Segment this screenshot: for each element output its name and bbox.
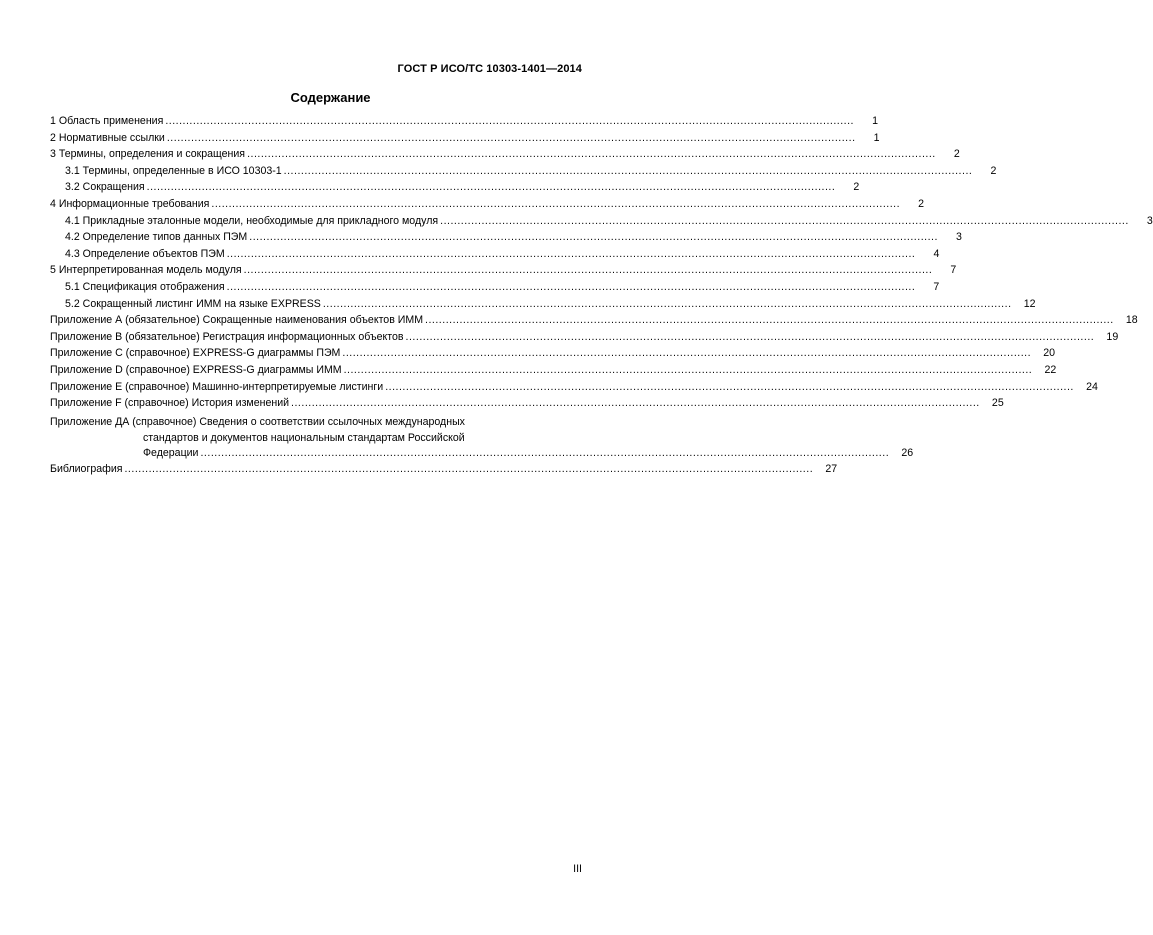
toc-entry-page: 2 bbox=[990, 164, 997, 177]
toc-entry-page: 7 bbox=[950, 264, 957, 277]
toc-entry bbox=[50, 280, 940, 298]
toc-entry bbox=[50, 297, 1036, 315]
toc-leader-dots: ........................................................................................................................................................................................................ bbox=[200, 446, 890, 459]
toc-leader-dots: ........................................................................................................................................................................................................ bbox=[226, 280, 916, 293]
toc-entry bbox=[50, 181, 860, 198]
toc-entry-text: 3.1 Термины, определенные в ИСО 10303-1 bbox=[65, 164, 282, 177]
toc-entry bbox=[50, 347, 1056, 364]
toc-entry-page: 22 bbox=[1044, 363, 1057, 376]
toc-entry-text: 4.2 Определение типов данных ПЭМ bbox=[65, 231, 248, 244]
toc-entry-text: 3 Термины, определения и сокращения bbox=[50, 148, 246, 161]
toc-entry-page: 1 bbox=[872, 115, 878, 127]
toc-entry-page: 27 bbox=[825, 463, 838, 476]
toc-entry bbox=[50, 380, 1098, 398]
toc-leader-dots: ........................................................................................................................................................................................................ bbox=[166, 131, 856, 144]
toc-leader-dots: ........................................................................................................................................................................................................ bbox=[425, 314, 1114, 327]
toc-leader-dots: ........................................................................................................................................................................................................ bbox=[405, 330, 1095, 343]
toc-entry-text: Приложение А (обязательное) Сокращенные наименования объектов ИММ bbox=[50, 314, 424, 327]
toc-entry-page: 18 bbox=[1125, 314, 1138, 327]
toc-leader-dots: ........................................................................................................................................................................................................ bbox=[249, 231, 938, 244]
document-code: ГОСТ Р ИСО/ТС 10303-1401—2014 bbox=[397, 63, 582, 75]
toc-leader-dots: ........................................................................................................................................................................................................ bbox=[385, 380, 1074, 393]
toc-entry bbox=[50, 115, 878, 132]
toc-leader-dots: ........................................................................................................................................................................................................ bbox=[146, 181, 836, 194]
toc-entry bbox=[50, 330, 1119, 348]
toc-entry bbox=[50, 164, 997, 182]
toc-leader-dots: ........................................................................................................................................................................................................ bbox=[226, 247, 916, 260]
toc-entry-text: Приложение С (справочное) EXPRESS-G диаграммы ПЭМ bbox=[50, 347, 341, 360]
toc-entry-text: 5.1 Спецификация отображения bbox=[65, 280, 225, 293]
toc-entry bbox=[50, 131, 880, 149]
toc-entry bbox=[50, 231, 962, 248]
toc-leader-dots: ........................................................................................................................................................................................................ bbox=[283, 164, 973, 177]
page-title: Содержание bbox=[290, 90, 371, 105]
toc-entry bbox=[50, 314, 1138, 331]
toc-entry-appendix-da bbox=[50, 414, 914, 464]
toc-entry-page: 3 bbox=[956, 231, 962, 244]
toc-entry bbox=[50, 397, 1004, 414]
toc-entry-bibliography bbox=[50, 463, 838, 480]
toc-entry-text: 5 Интерпретированная модель модуля bbox=[50, 264, 242, 277]
toc-leader-dots: ........................................................................................................................................................................................................ bbox=[247, 148, 936, 161]
toc-entry bbox=[50, 363, 1057, 381]
toc-entry-page: 1 bbox=[873, 131, 880, 144]
toc-entry-text: Библиография bbox=[50, 463, 123, 476]
toc-entry-page: 2 bbox=[853, 181, 860, 194]
toc-leader-dots: ........................................................................................................................................................................................................ bbox=[322, 297, 1012, 310]
toc-entry-text: Приложение В (обязательное) Регистрация информационных объектов bbox=[50, 330, 404, 343]
toc-entry-page: 24 bbox=[1086, 380, 1098, 393]
toc-leader-dots: ........................................................................................................................................................................................................ bbox=[343, 363, 1033, 376]
toc-leader-dots: ........................................................................................................................................................................................................ bbox=[342, 347, 1032, 360]
toc-entry-line3 bbox=[50, 446, 914, 464]
toc-entry-page: 26 bbox=[901, 446, 914, 459]
table-of-contents bbox=[50, 115, 1153, 480]
toc-leader-dots: ........................................................................................................................................................................................................ bbox=[124, 463, 814, 476]
toc-leader-dots: ........................................................................................................................................................................................................ bbox=[243, 264, 933, 277]
toc-entry bbox=[50, 247, 940, 265]
toc-entry bbox=[50, 214, 1153, 232]
toc-entry-page: 12 bbox=[1023, 297, 1036, 310]
toc-leader-dots: ........................................................................................................................................................................................................ bbox=[211, 197, 901, 210]
toc-entry-text: 3.2 Сокращения bbox=[65, 181, 145, 194]
toc-entry-page: 19 bbox=[1106, 330, 1119, 343]
toc-entry-text: Приложение D (справочное) EXPRESS-G диаграммы ИММ bbox=[50, 363, 342, 376]
toc-entry bbox=[50, 148, 960, 165]
toc-entry-page: 20 bbox=[1043, 347, 1056, 360]
toc-entry-text-line2: стандартов и документов национальным стандартам Российской bbox=[143, 432, 465, 445]
toc-entry-page: 3 bbox=[1146, 214, 1153, 227]
toc-entry-page: 2 bbox=[953, 148, 960, 161]
toc-entry-text: Приложение Е (справочное) Машинно-интерпретируемые листинги bbox=[50, 380, 384, 393]
toc-entry-text-line1: Приложение ДА (справочное) Сведения о соответствии ссылочных международных bbox=[50, 415, 465, 428]
toc-entry-text: Приложение F (справочное) История изменений bbox=[50, 397, 290, 410]
toc-entry-text: 1 Область применения bbox=[50, 115, 164, 127]
toc-entry-page: 2 bbox=[918, 197, 925, 210]
toc-entry-text-line3: Федерации bbox=[143, 446, 199, 459]
toc-list bbox=[50, 115, 1153, 414]
toc-entry-text: 4.3 Определение объектов ПЭМ bbox=[65, 247, 225, 260]
toc-entry-text: 5.2 Сокращенный листинг ИММ на языке EXPRESS bbox=[65, 297, 321, 310]
toc-leader-dots: ........................................................................................................................................................................................................ bbox=[291, 397, 980, 410]
toc-leader-dots: ........................................................................................................................................................................................................ bbox=[440, 214, 1129, 227]
toc-entry-text: 2 Нормативные ссылки bbox=[50, 131, 165, 144]
toc-entry bbox=[50, 197, 925, 215]
toc-entry-page: 4 bbox=[933, 247, 940, 260]
toc-leader-dots: ........................................................................................................................................................................................................ bbox=[165, 115, 854, 127]
page-number: III bbox=[573, 863, 582, 875]
toc-entry-page: 25 bbox=[991, 397, 1004, 410]
toc-entry bbox=[50, 264, 957, 281]
toc-entry-text: 4 Информационные требования bbox=[50, 197, 210, 210]
toc-entry-text: 4.1 Прикладные эталонные модели, необходимые для прикладного модуля bbox=[65, 214, 439, 227]
toc-entry-page: 7 bbox=[933, 280, 940, 293]
